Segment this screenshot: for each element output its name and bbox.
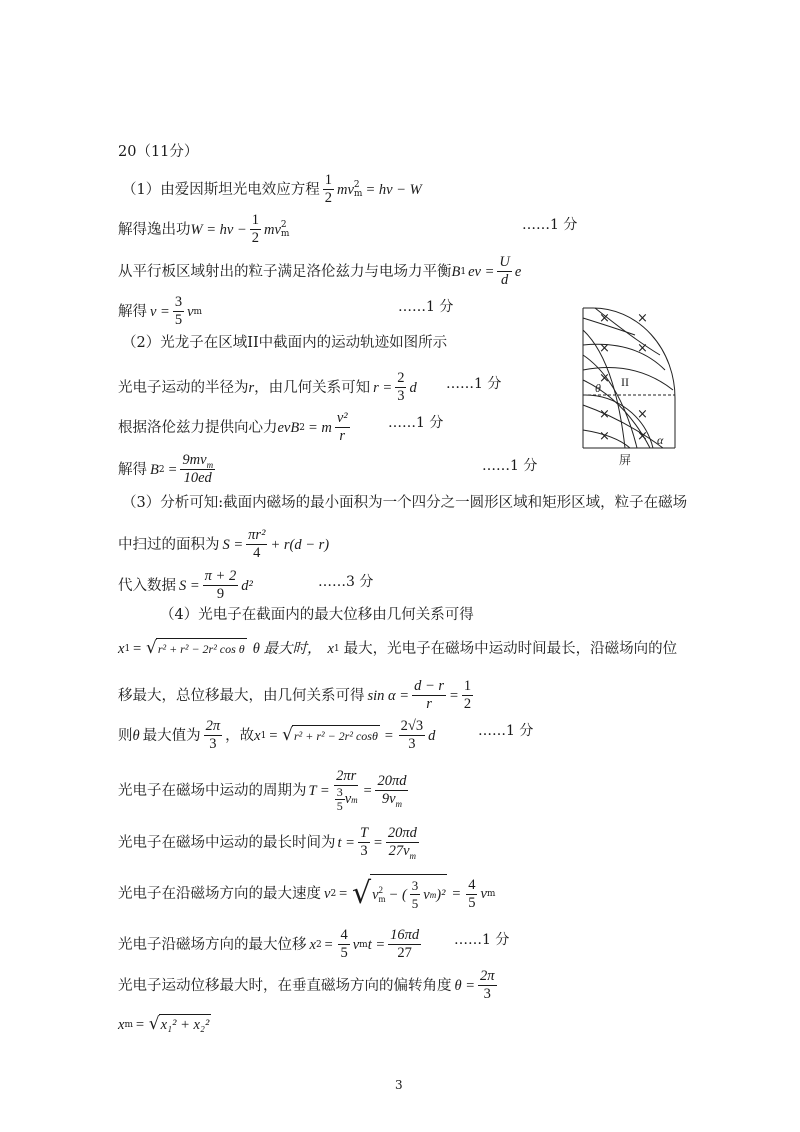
score-marker: ……1 分 xyxy=(446,376,502,392)
line-part3-intro: （3）分析可知:截面内磁场的最小面积为一个四分之一圆形区域和矩形区域，粒子在磁场 xyxy=(122,495,688,511)
line-x1: x 1 = √ r² + r² − 2r² cos θ θ 最大时， x 1 最大，光电子在磁场中运动时间最长，沿磁场向的位 xyxy=(118,638,678,658)
problem-header xyxy=(118,142,198,162)
field-cross: × xyxy=(637,407,648,422)
page-number: 3 xyxy=(395,1078,403,1092)
score-marker: ……1 分 xyxy=(522,217,578,233)
line-work-function: 解得逸出功 W = hν − $\frac{1}{2}$ mv 2 m xyxy=(118,212,290,246)
field-cross: × xyxy=(599,311,610,326)
line-part2-intro: （2）光龙子在区域II中截面内的运动轨迹如图所示 xyxy=(122,335,448,351)
field-cross: × xyxy=(599,429,610,444)
problem-number: 20（11分） xyxy=(118,144,199,160)
field-cross: × xyxy=(599,407,610,422)
region-label: II xyxy=(621,375,629,389)
score-marker: ……1 分 xyxy=(478,723,534,739)
line-max-speed: 光电子在沿磁场方向的最大速度 v 2 = √ v 2 m − ( $\frac{3}{5}$ v m )² = $\frac{4}{5}$ v m xyxy=(118,874,495,914)
line-force-balance: 从平行板区域射出的粒子满足洛伦兹力与电场力平衡 B 1 ev = $\frac{U}{d}$ e xyxy=(118,254,522,288)
line-velocity: 解得 v = $\frac{3}{5}$ v m xyxy=(118,294,203,328)
line-period: 光电子在磁场中运动的周期为 T = 2πr $\frac{3}{5}$ v m = $\frac{20\pi d}{9v_m}$ xyxy=(118,768,407,813)
line-deflection-angle: 光电子运动位移最大时，在垂直磁场方向的偏转角度 θ = $\frac{2\pi}{3}$ xyxy=(118,968,495,1002)
line-b2: 解得 B 2 = $\frac{9mv_m}{10ed}$ xyxy=(118,452,214,486)
field-cross: × xyxy=(637,429,648,444)
line-max-time: 光电子在磁场中运动的最长时间为 t = $\frac{T}{3}$ = $\frac{20\pi d}{27v_m}$ xyxy=(118,825,417,861)
field-cross: × xyxy=(637,311,648,326)
score-marker: ……1 分 xyxy=(454,932,510,948)
line-area-formula: 中扫过的面积为 S = $\frac{\text{πr²}}{4}$ + r(d − r) xyxy=(118,527,330,561)
line-theta-max: 则 θ 最大值为 $\frac{2\pi}{3}$ ，故 x 1 = √ r² + r² − 2r² cosθ = $\frac{2√3}{3}$ d xyxy=(118,718,436,752)
line-area-value: 代入数据 S = $\frac{\pi + 2}{9}$ d² xyxy=(118,568,253,602)
field-diagram xyxy=(575,300,685,470)
screen-label: 屏 xyxy=(619,453,632,467)
field-cross: × xyxy=(599,371,610,386)
magnetic-field-figure xyxy=(575,300,685,470)
line-radius: 光电子运动的半径为 r ，由几何关系可知 r = $\frac{2}{3}$ d xyxy=(118,370,417,404)
score-marker: ……1 分 xyxy=(482,458,538,474)
score-marker: ……1 分 xyxy=(388,415,444,431)
alpha-label: α xyxy=(657,433,664,447)
line-centripetal: 根据洛伦兹力提供向心力 evB 2 = m $\frac{\text{v²}}{r}$ xyxy=(118,410,348,444)
sqrt-expression: √ r² + r² − 2r² cos θ xyxy=(145,638,245,658)
score-marker: ……3 分 xyxy=(318,574,374,590)
score-marker: ……1 分 xyxy=(398,299,454,315)
line-part4-intro: （4）光电子在截面内的最大位移由几何关系可得 xyxy=(160,607,474,623)
line-max-displacement: 光电子沿磁场方向的最大位移 x 2 = $\frac{4}{5}$ v m t = $\frac{16\pi d}{27}$ xyxy=(118,927,420,961)
line-xm: x m = √ x₁² + x₂² xyxy=(118,1014,210,1034)
line-sin-alpha: 移最大，总位移最大，由几何关系可得 sin α = $\frac{d - r}{r}$ = $\frac{1}{2}$ xyxy=(118,678,472,712)
line-einstein-equation: （1）由爱因斯坦光电效应方程 $\frac{1}{2}$ mv 2 m = hν − W xyxy=(122,172,422,206)
theta-label: θ xyxy=(595,381,601,395)
field-cross: × xyxy=(599,341,610,356)
field-cross: × xyxy=(637,341,648,356)
fraction-half: $\frac{1}{2}$ xyxy=(324,172,332,206)
